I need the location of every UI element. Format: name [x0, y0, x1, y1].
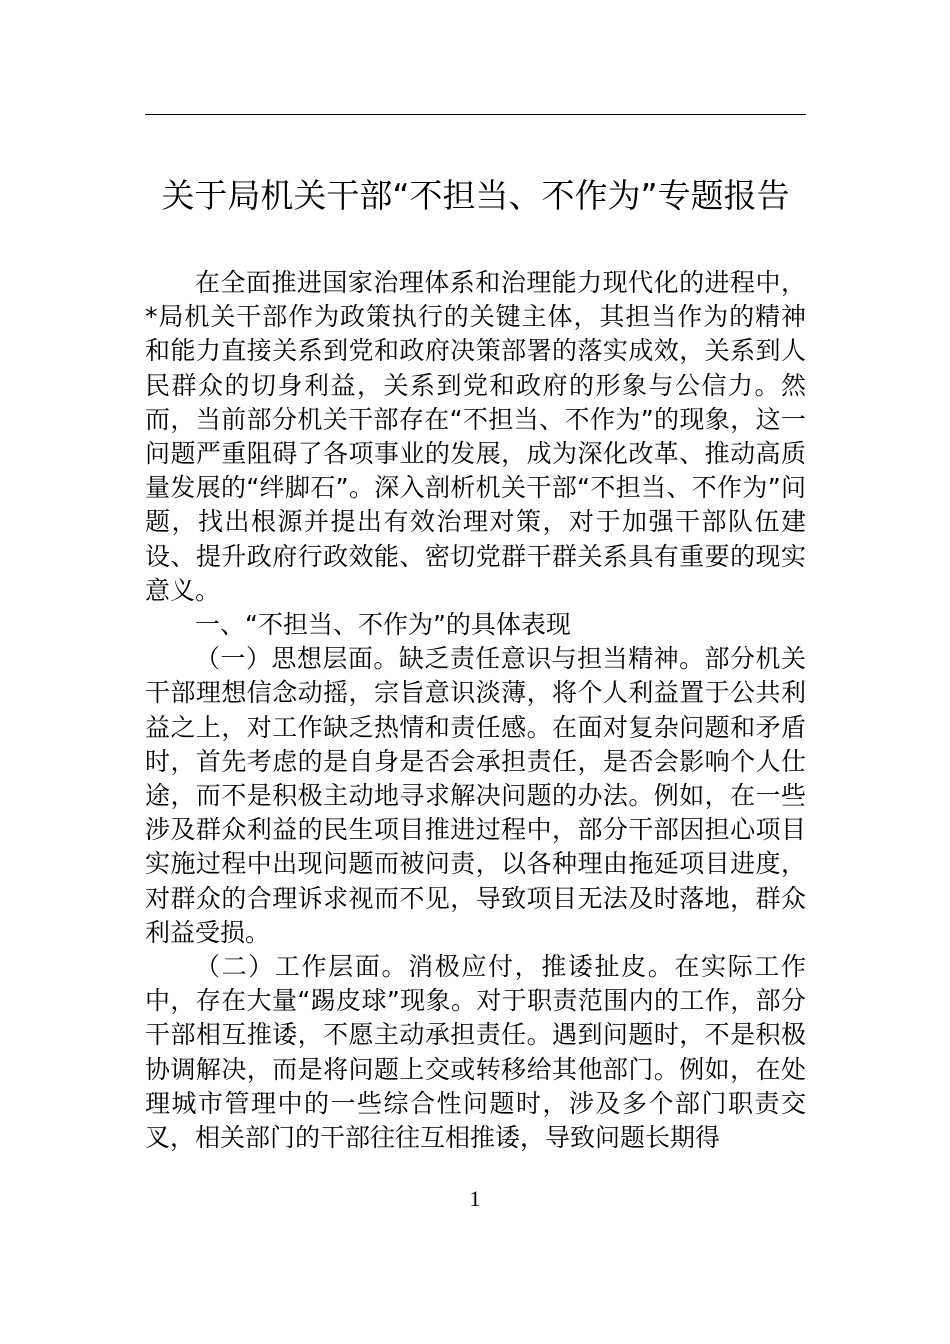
page-number: 1 — [469, 1186, 481, 1211]
document-title: 关于局机关干部“不担当、不作为”专题报告 — [161, 176, 790, 215]
section-heading: 一、“不担当、不作为”的具体表现 — [195, 610, 571, 640]
intro-paragraph: 在全面推进国家治理体系和治理能力现代化的进程中，*局机关干部作为政策执行的关键主体，其担当作为的精神和能力直接关系到党和政府决策部署的落实成效，关系到人民群众的切身利益，关系到党和政府的形象与公信力。然而，当前部分机关干部存在“不担当、不作为”的现象，这一问题严重阻碍了各项事业的发展，成为深化改革、推动高质量发展的“绊脚石”。深入剖析机关干部“不担当、不作为”问题，找出根源并提出有效治理对策，对于加强干部队伍建设、提升政府行政效能、密切党群干群关系具有重要的现实意义。 — [145, 268, 806, 605]
header-rule — [145, 114, 806, 115]
paragraph-thinking-level: （一）思想层面。缺乏责任意识与担当精神。部分机关干部理想信念动摇，宗旨意识淡薄，将个人利益置于公共利益之上，对工作缺乏热情和责任感。在面对复杂问题和矛盾时，首先考虑的是自身是否会承担责任，是否会影响个人仕途，而不是积极主动地寻求解决问题的办法。例如，在一些涉及群众利益的民生项目推进过程中，部分干部因担心项目实施过程中出现问题而被问责，以各种理由拖延项目进度，对群众的合理诉求视而不见，导致项目无法及时落地，群众利益受损。 — [145, 644, 806, 947]
paragraph-work-level: （二）工作层面。消极应付，推诿扯皮。在实际工作中，存在大量“踢皮球”现象。对于职责范围内的工作，部分干部相互推诿，不愿主动承担责任。遇到问题时，不是积极协调解决，而是将问题上交或转移给其他部门。例如，在处理城市管理中的一些综合性问题时，涉及多个部门职责交叉，相关部门的干部往往互相推诿，导致问题长期得 — [145, 952, 806, 1153]
document-body — [145, 266, 806, 1155]
